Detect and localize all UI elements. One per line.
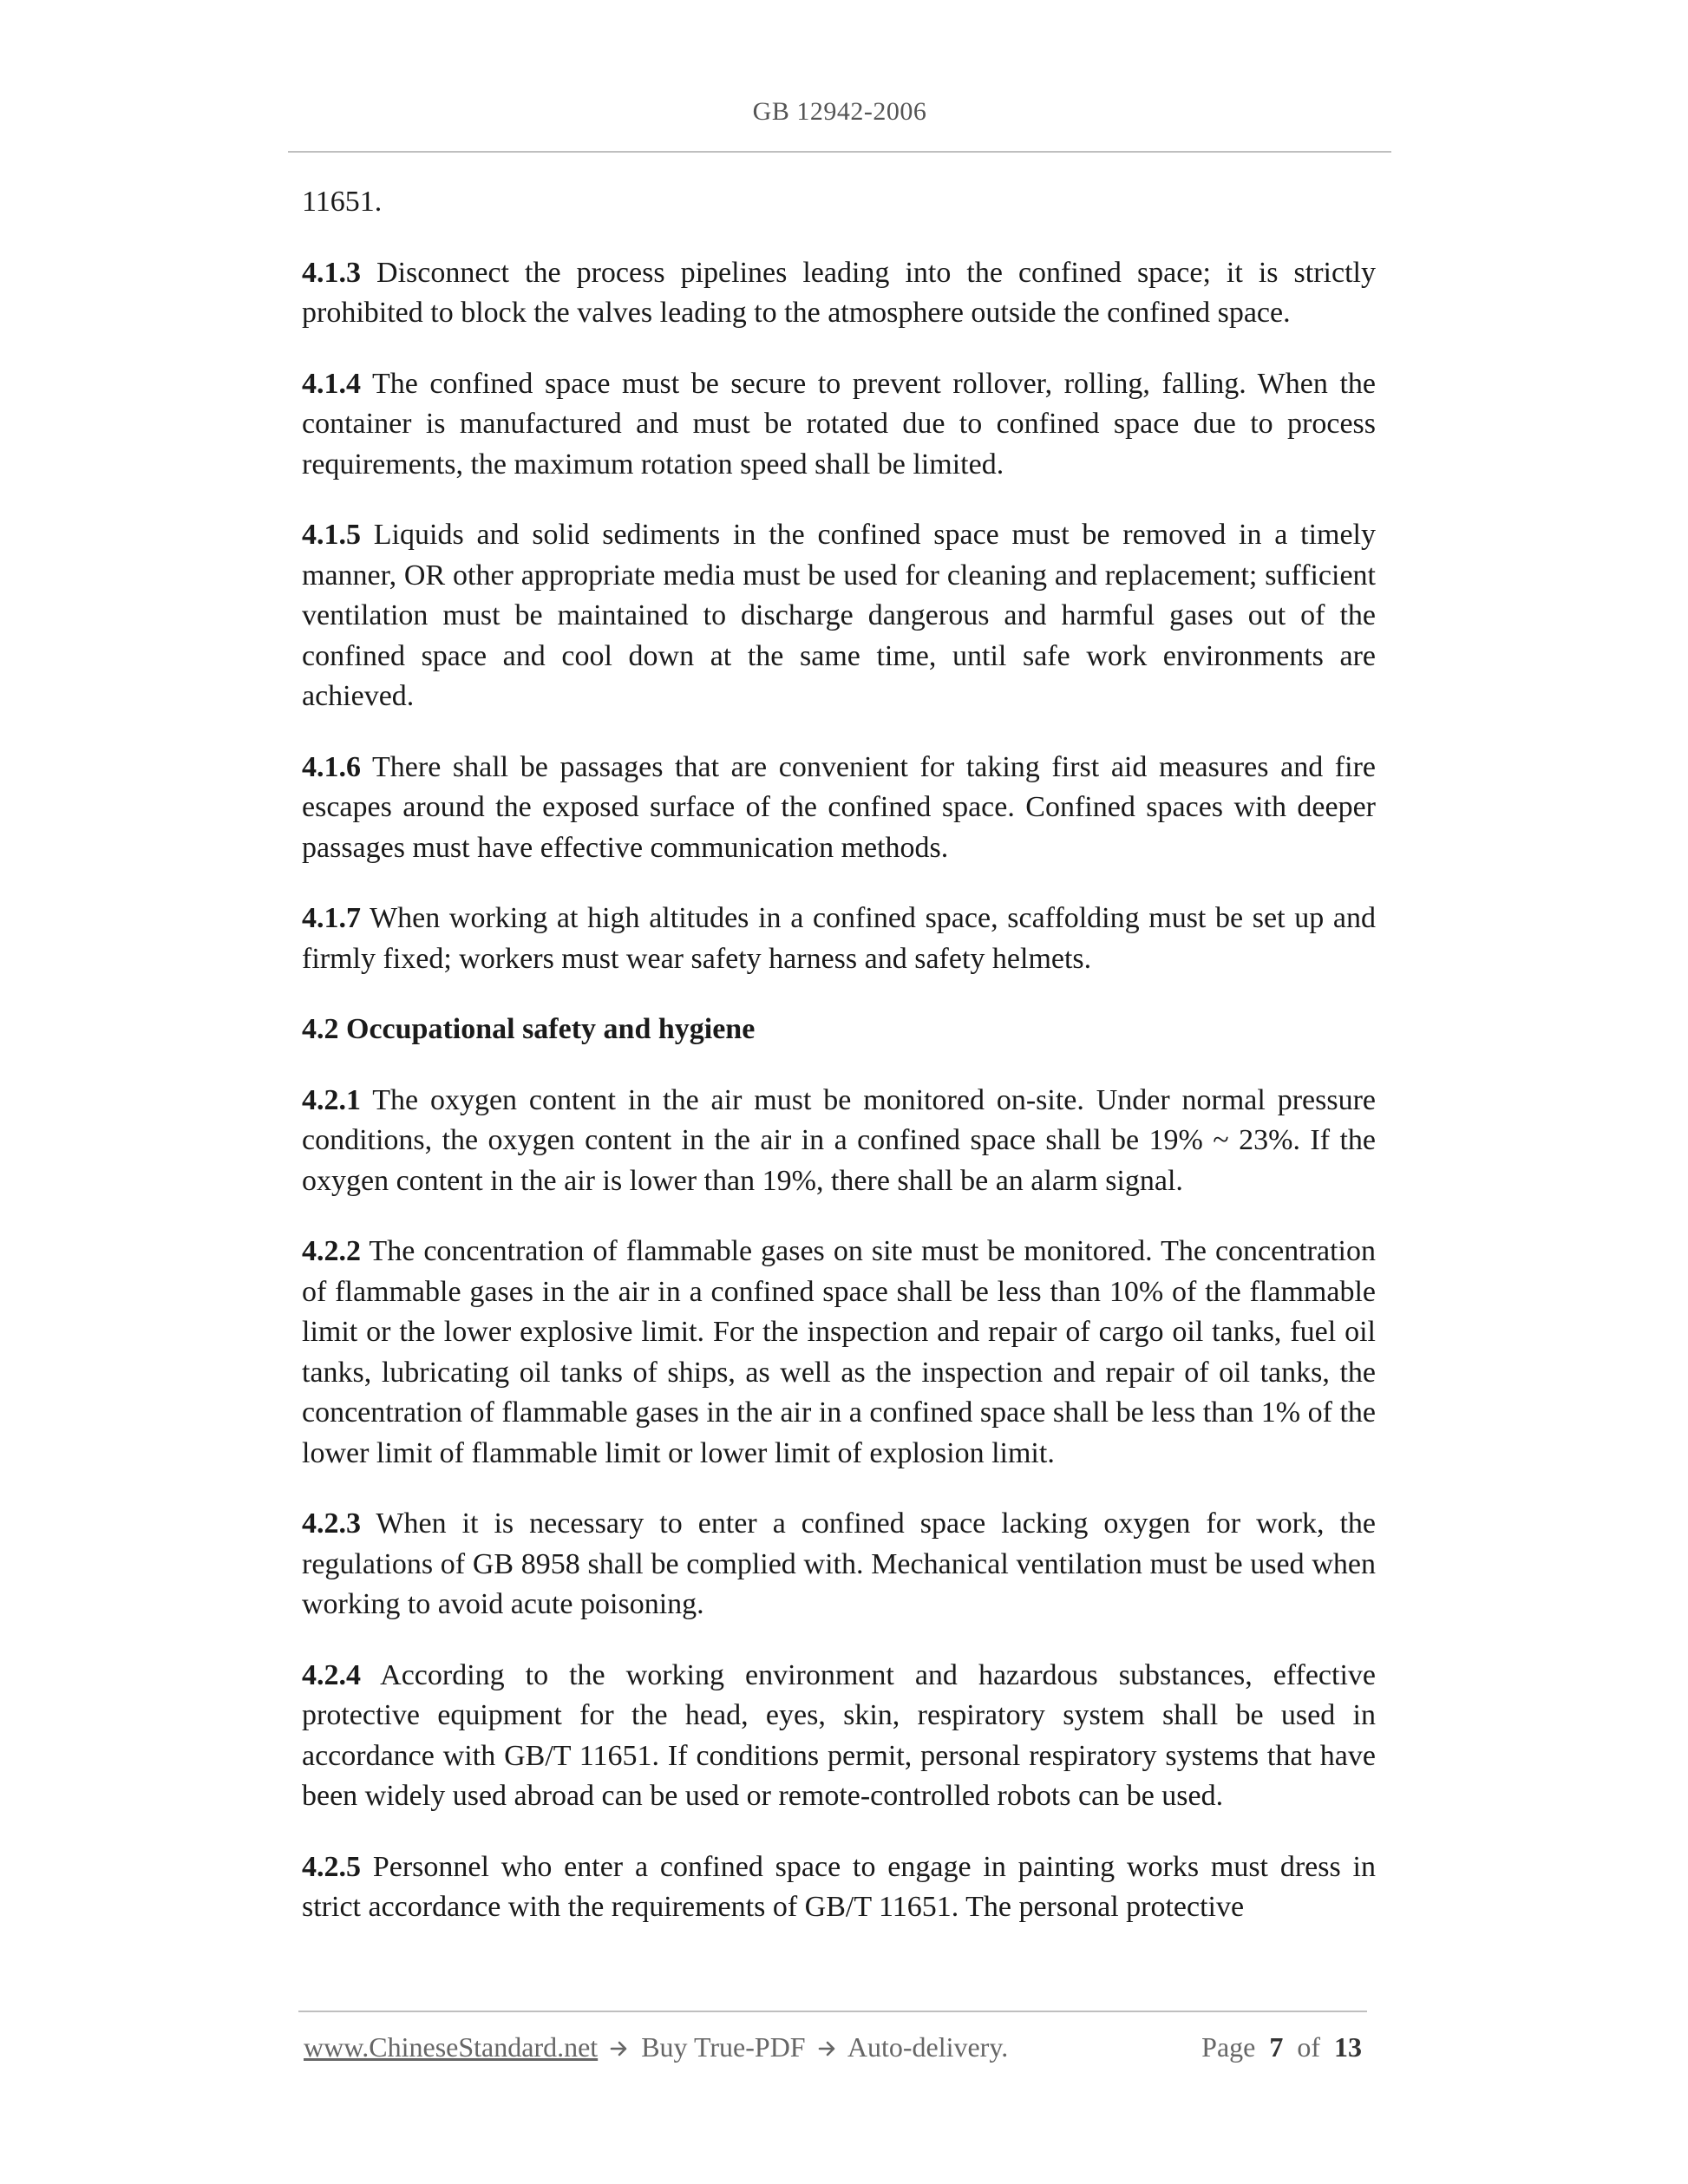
clause-4-1-3: [302, 253, 1376, 334]
footer-promo: [304, 2031, 1008, 2063]
clause-text: There shall be passages that are convenient for taking first aid measures and fire escapes around the exposed surface of the confined space. Confined spaces with deeper passages must have effective communication methods.: [302, 750, 1376, 864]
clause-text: When working at high altitudes in a confined space, scaffolding must be set up and firmly fixed; workers must wear safety harness and safety helmets.: [302, 902, 1376, 975]
page-word: Page: [1201, 2031, 1256, 2063]
footer-divider: [298, 2011, 1367, 2012]
buy-pdf-text: Buy True-PDF: [641, 2031, 806, 2063]
clause-number: 4.2.3: [302, 1507, 361, 1540]
document-body: [302, 182, 1376, 1958]
total-pages-number: 13: [1334, 2031, 1362, 2063]
of-word: of: [1297, 2031, 1320, 2063]
clause-number: 4.1.6: [302, 750, 361, 783]
clause-number: 4.2.1: [302, 1083, 361, 1116]
clause-4-2-1: [302, 1081, 1376, 1202]
clause-text: The oxygen content in the air must be monitored on-site. Under normal pressure conditions, the oxygen content in the air in a confined space shall be 19% ~ 23%. If the oxygen content in the air is lower than 19%, there shall be an alarm signal.: [302, 1083, 1376, 1197]
clause-4-2-5: [302, 1847, 1376, 1928]
clause-text: Disconnect the process pipelines leading into the confined space; it is strictly prohibited to block the valves leading to the atmosphere outside the confined space.: [302, 256, 1376, 329]
clause-4-1-5: [302, 515, 1376, 717]
page-header-title: GB 12942-2006: [752, 97, 927, 126]
clause-4-2-3: [302, 1504, 1376, 1625]
right-arrow-icon: [610, 2039, 629, 2058]
clause-number: 4.1.7: [302, 902, 361, 934]
clause-text: Personnel who enter a confined space to engage in painting works must dress in strict accordance with the requirements of GB/T 11651. The personal protective: [302, 1850, 1376, 1923]
clause-4-1-4: [302, 364, 1376, 486]
continuation-text: 11651.: [302, 186, 383, 218]
website-link[interactable]: www.ChineseStandard.net: [304, 2031, 599, 2063]
clause-text: According to the working environment and hazardous substances, effective protective equipment for the head, eyes, skin, respiratory system shall be used in accordance with GB/T 11651. If conditions permit, personal respiratory systems that have been widely used abroad can be used or remote-controlled robots can be used.: [302, 1658, 1376, 1812]
clause-text: The concentration of flammable gases on site must be monitored. The concentration of flammable gases in the air in a confined space shall be less than 10% of the flammable limit or the lower explosive limit. For the inspection and repair of cargo oil tanks, fuel oil tanks, lubricating oil tanks of ships, as well as the inspection and repair of oil tanks, the concentration of flammable gases in the air in a confined space shall be less than 1% of the lower limit of flammable limit or lower limit of explosion limit.: [302, 1235, 1376, 1469]
right-arrow-icon: [818, 2039, 837, 2058]
clause-4-1-7: [302, 899, 1376, 979]
auto-delivery-text: Auto-delivery.: [847, 2031, 1009, 2063]
clause-4-2-4: [302, 1656, 1376, 1817]
clause-number: 4.2.2: [302, 1235, 361, 1267]
current-page-number: 7: [1269, 2031, 1284, 2063]
section-heading-4-2: 4.2 Occupational safety and hygiene: [302, 1013, 756, 1045]
clause-number: 4.2.4: [302, 1658, 361, 1691]
clause-number: 4.1.3: [302, 256, 361, 289]
clause-text: The confined space must be secure to prevent rollover, rolling, falling. When the container is manufactured and must be rotated due to confined space due to process requirements, the maximum rotation speed shall be limited.: [302, 367, 1376, 481]
page-footer: [304, 2031, 1371, 2071]
clause-number: 4.2.5: [302, 1850, 361, 1883]
clause-number: 4.1.5: [302, 519, 361, 551]
clause-text: When it is necessary to enter a confined space lacking oxygen for work, the regulations of GB 8958 shall be complied with. Mechanical ventilation must be used when working to avoid acute poisoning.: [302, 1507, 1376, 1620]
page-indicator: [1201, 2031, 1362, 2063]
clause-text: Liquids and solid sediments in the confined space must be removed in a timely manner, OR other appropriate media must be used for cleaning and replacement; sufficient ventilation must be maintained to discharge dangerous and harmful gases out of the confined space and cool down at the same time, until safe work environments are achieved.: [302, 519, 1377, 712]
clause-4-2-2: [302, 1232, 1376, 1474]
clause-number: 4.1.4: [302, 367, 361, 400]
clause-4-1-6: [302, 748, 1376, 869]
header-divider: [288, 151, 1391, 153]
